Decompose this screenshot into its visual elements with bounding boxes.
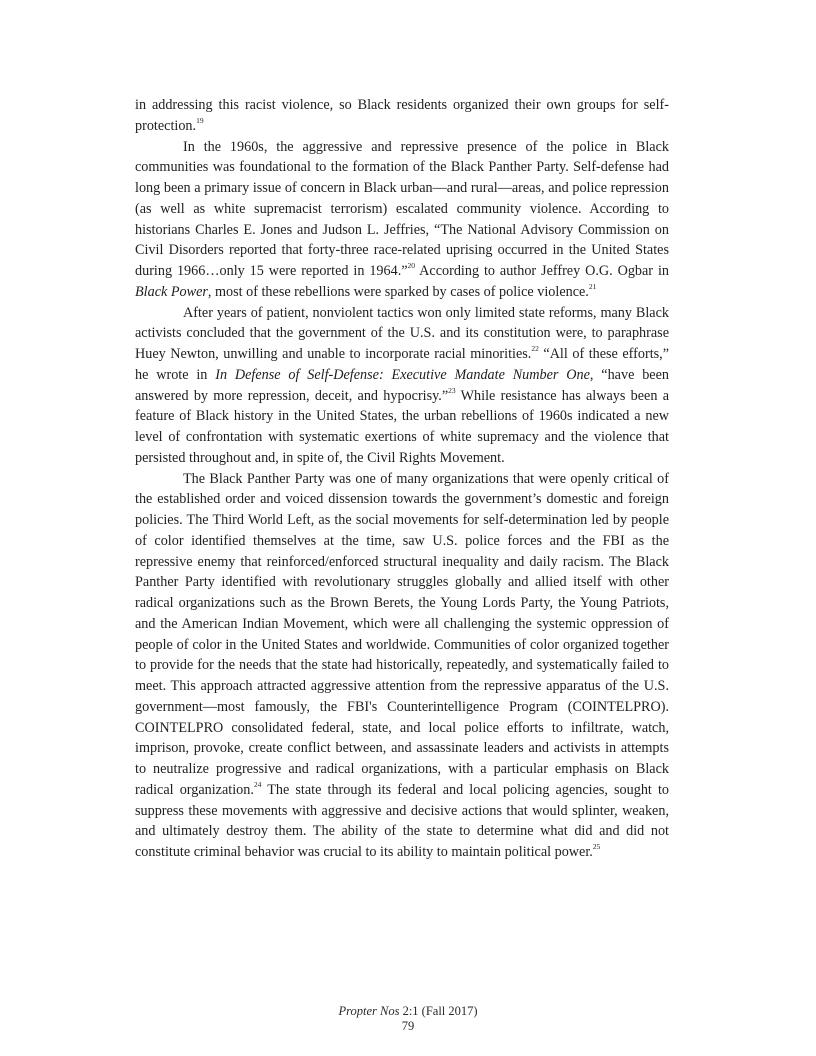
- italic-title: Black Power: [135, 283, 208, 300]
- text-run: , “have been answered by more repression, deceit, and hypocrisy.”: [135, 366, 669, 404]
- article-body: [135, 95, 669, 863]
- paragraph: [135, 137, 669, 303]
- footnote-marker: 25: [592, 842, 601, 852]
- italic-title: In Defense of Self-Defense: Executive Mandate Number One: [215, 366, 590, 383]
- footnote-marker: 24: [253, 780, 262, 790]
- footnote-marker: 23: [448, 385, 456, 395]
- footnote-marker: 22: [531, 344, 539, 354]
- footnote-marker: 20: [407, 261, 416, 271]
- paragraph: [135, 303, 669, 469]
- text-run: The Black Panther Party was one of many organizations that were openly critical of the established order and voiced dissension towards the government’s domestic and foreign policies. The Third World Left, as the social movements for self-determination led by people of color identified themselves at the time, saw U.S. police forces and the FBI as the repressive enemy that reinforced/enforced structural inequality and daily racism. The Black Panther Party identified with revolutionary struggles globally and allied itself with other radical organizations such as the Brown Berets, the Young Lords Party, the Young Patriots, and the American Indian Movement, which were all challenging the systemic oppression of people of color in the United States and worldwide. Communities of color organized together to provide for the needs that the state had historically, repeatedly, and systematically failed to meet. This approach attracted aggressive attention from the repressive apparatus of the U.S. government—most famously, the FBI's Counterintelligence Program (COINTELPRO). COINTELPRO consolidated federal, state, and local police efforts to infiltrate, watch, imprison, provoke, create conflict between, and assassinate leaders and activists in attempts to neutralize progressive and radical organizations, with a particular emphasis on Black radical organization.: [135, 470, 669, 798]
- journal-name: Propter Nos: [338, 1004, 400, 1018]
- footnote-marker: 21: [588, 282, 597, 292]
- page-number: 79: [401, 1019, 415, 1033]
- text-run: After years of patient, nonviolent tactics won only limited state reforms, many Black activists concluded that the government of the U.S. and its constitution were, to paraphrase Huey Newton, unwilling and unable to incorporate racial minorities.: [135, 304, 669, 362]
- journal-issue: 2:1 (Fall 2017): [399, 1004, 478, 1018]
- paragraph: [135, 95, 669, 137]
- text-run: While resistance has always been a feature of Black history in the United States, the urban rebellions of 1960s indicated a new level of confrontation with systematic exertions of white supremacy and the violence that persisted throughout and, in spite of, the Civil Rights Movement.: [135, 387, 669, 466]
- text-run: in addressing this racist violence, so Black residents organized their own groups for self-protection.: [135, 97, 669, 134]
- text-run: The state through its federal and local policing agencies, sought to suppress these movements with aggressive and decisive actions that would splinter, weaken, and ultimately destroy them. The ability of the state to determine what did and did not constitute criminal behavior was crucial to its ability to maintain political power.: [135, 781, 670, 860]
- footnote-marker: 19: [196, 116, 204, 126]
- text-run: In the 1960s, the aggressive and repressive presence of the police in Black communities was foundational to the formation of the Black Panther Party. Self-defense had long been a primary issue of concern in Black urban—and rural—areas, and police repression (as well as white supremacist terrorism) escalated community violence. According to historians Charles E. Jones and Judson L. Jeffries, “The National Advisory Commission on Civil Disorders reported that forty-three race-related uprising occurred in the United States during 1966…only 15 were reported in 1964.”: [135, 138, 669, 279]
- text-run: According to author Jeffrey O.G. Ogbar in: [415, 263, 669, 279]
- text-run: , most of these rebellions were sparked by cases of police violence.: [207, 283, 589, 300]
- text-run: “All of these efforts,” he wrote in: [135, 346, 669, 383]
- journal-citation: [0, 1004, 816, 1019]
- paragraph: [135, 469, 669, 863]
